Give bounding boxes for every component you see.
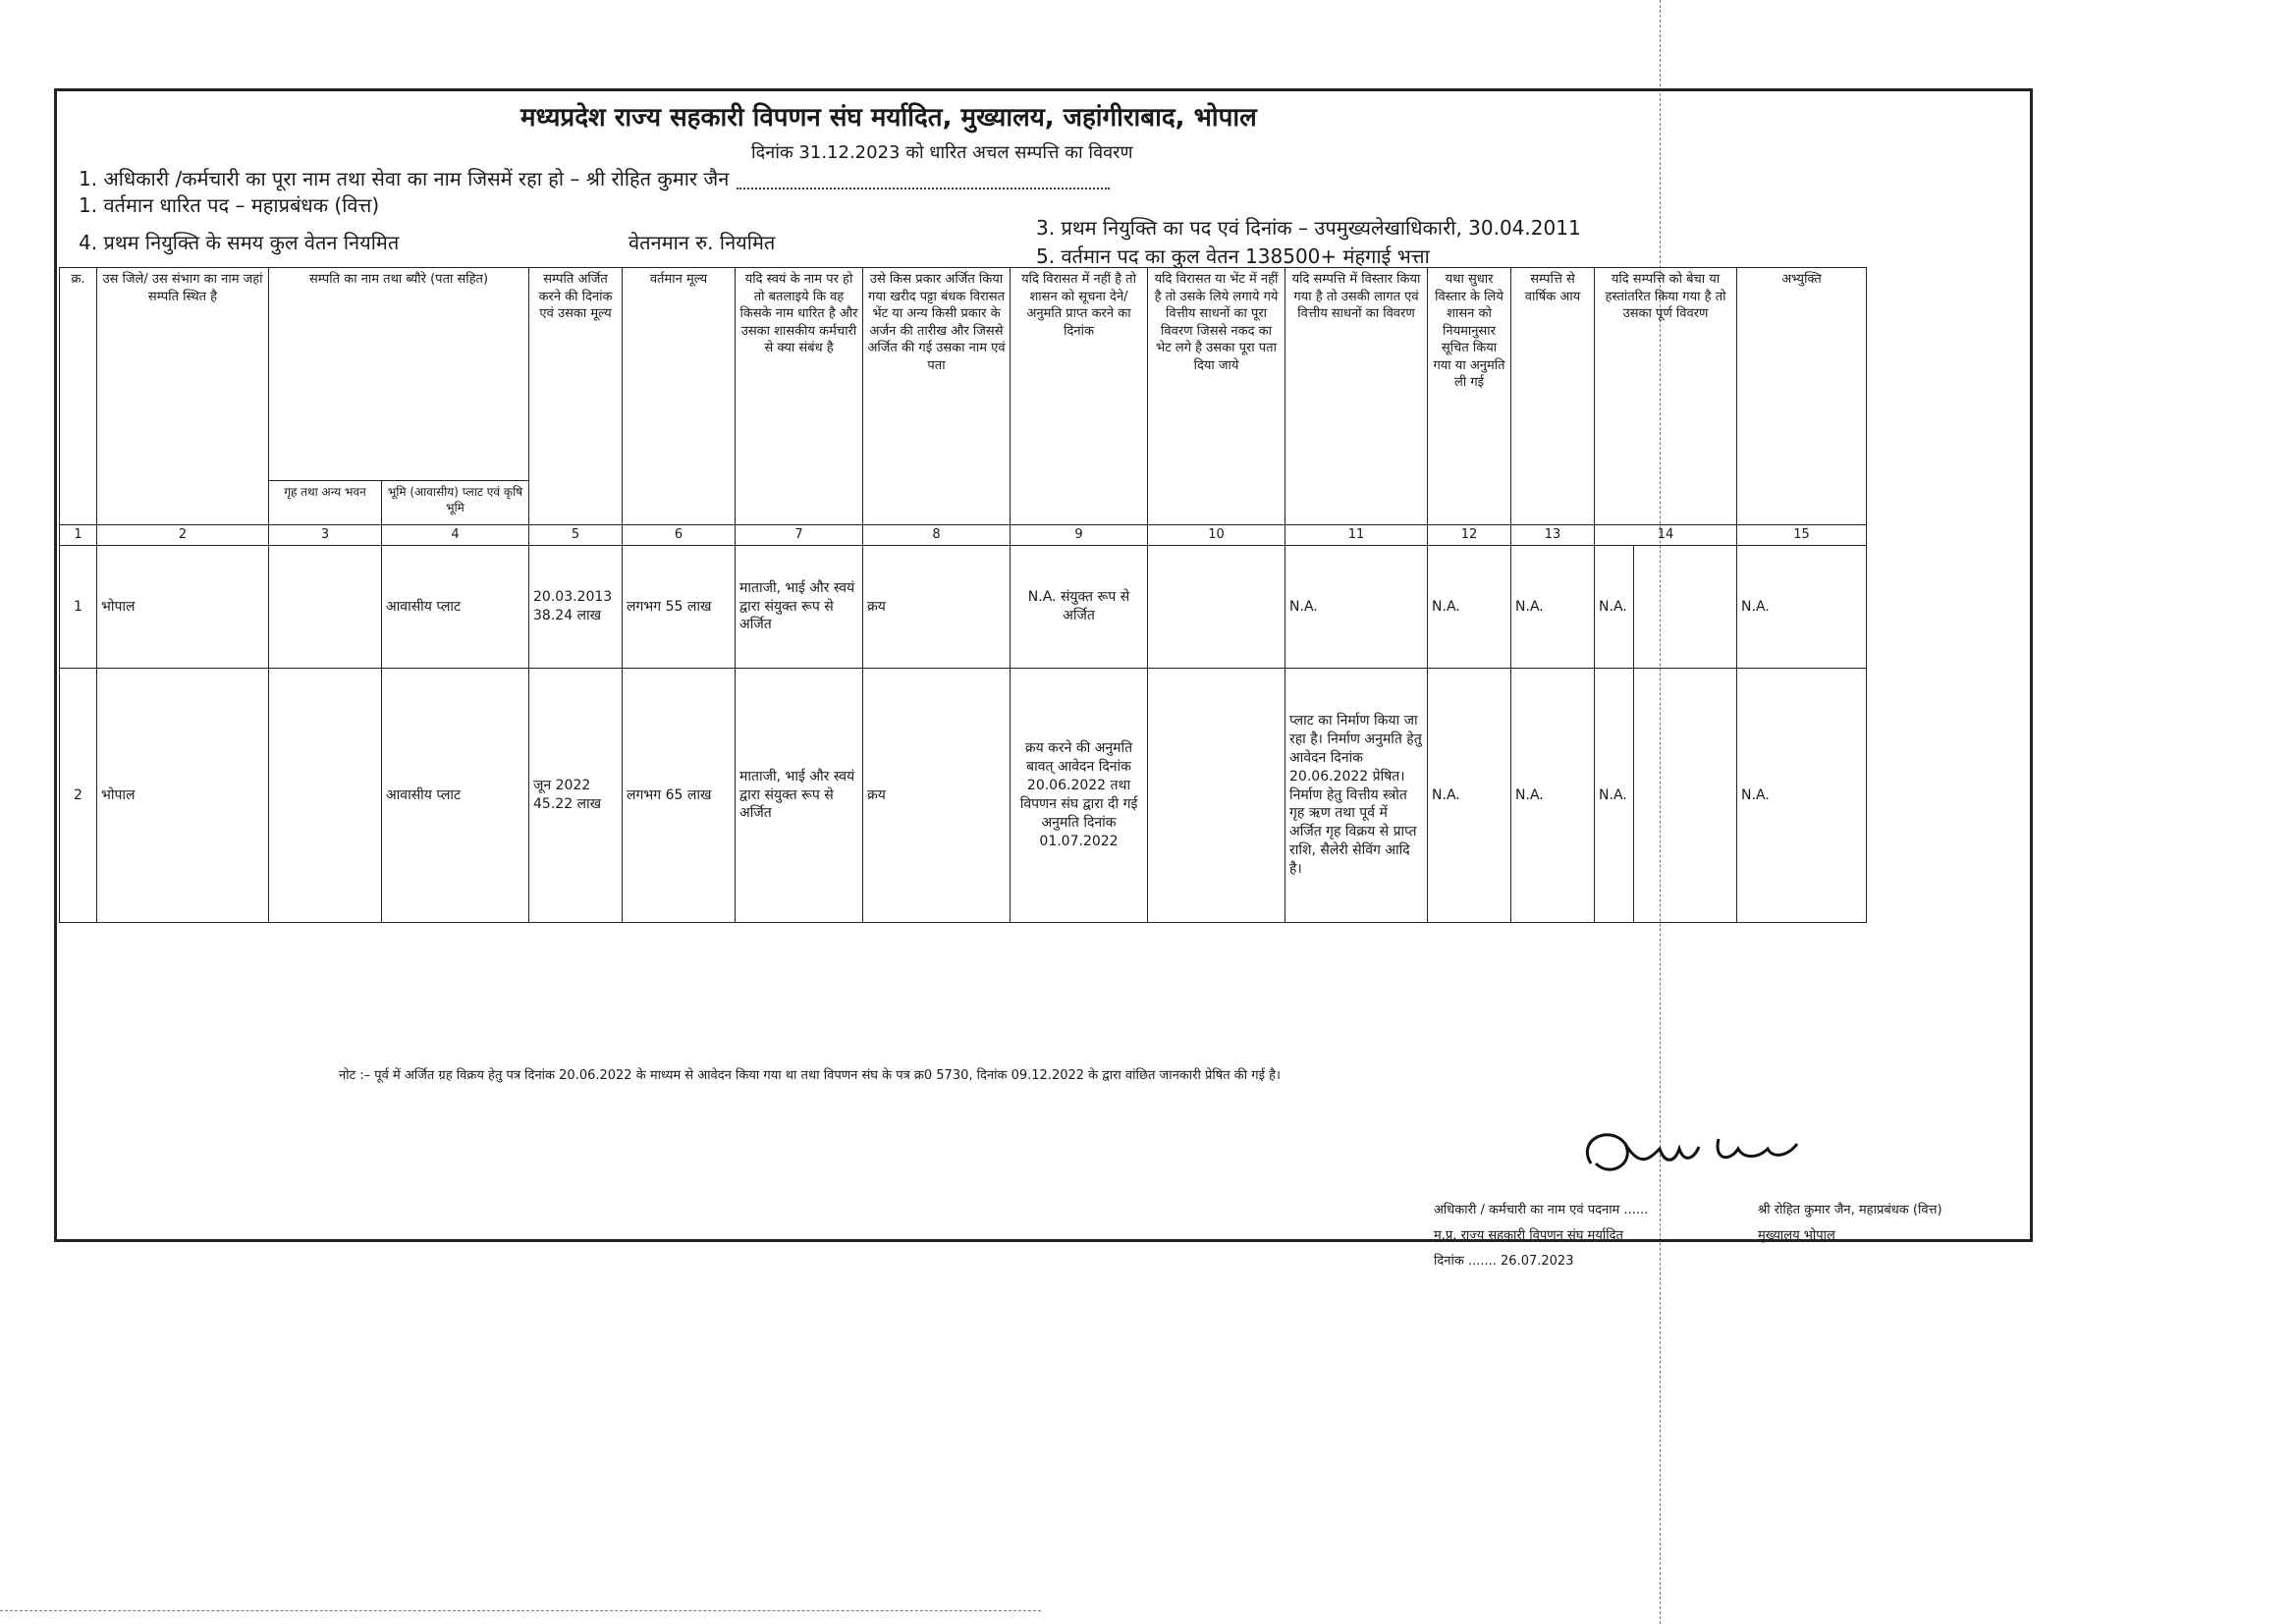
cell-sold: N.A. <box>1595 546 1634 669</box>
cell-held-by: माताजी, भाई और स्वयं द्वारा संयुक्त रूप से अर्जित <box>736 669 863 923</box>
cell-financial-sources <box>1148 546 1285 669</box>
cell-building <box>269 669 382 923</box>
column-number: 7 <box>736 525 863 546</box>
cell-district: भोपाल <box>97 669 269 923</box>
cell-current-value: लगभग 65 लाख <box>623 669 736 923</box>
current-salary-line: 5. वर्तमान पद का कुल वेतन 138500+ मंहगाई भत्ता <box>1036 244 1430 268</box>
column-number: 10 <box>1148 525 1285 546</box>
organization-label: म.प्र. राज्य सहकारी विपणन संघ मर्यादित <box>1434 1228 1623 1243</box>
cell-current-value: लगभग 55 लाख <box>623 546 736 669</box>
column-number: 11 <box>1285 525 1428 546</box>
cell-acquisition-mode: क्रय <box>863 669 1011 923</box>
property-table <box>59 267 1867 923</box>
header-serial: क्र. <box>60 268 97 525</box>
cell-land: आवासीय प्लाट <box>382 546 529 669</box>
header-financial-sources: यदि विरासत या भेंट में नहीं है तो उसके लिये लगाये गये वित्तीय साधनों का पूरा विवरण जिससे नकद का भेट लगे है उसका पूरा पता दिया जाये <box>1148 268 1285 525</box>
cell-acquired: 20.03.2013 38.24 लाख <box>529 546 623 669</box>
dotted-fill <box>737 188 1110 189</box>
column-number: 3 <box>269 525 382 546</box>
header-improvement-permission: यथा सुधार विस्तार के लिये शासन को नियमानुसार सूचित किया गया या अनुमति ली गई <box>1428 268 1511 525</box>
subheader-land: भूमि (आवासीय) प्लाट एवं कृषि भूमि <box>382 481 529 525</box>
table-row <box>60 546 1867 669</box>
footnote: नोट :– पूर्व में अर्जित ग्रह विक्रय हेतु पत्र दिनांक 20.06.2022 के माध्यम से आवेदन किया गया था तथा विपणन संघ के पत्र क्र0 5730, दिनांक 09.12.2022 के द्वारा वांछित जानकारी प्रेषित की गई है। <box>339 1068 1281 1083</box>
column-number: 5 <box>529 525 623 546</box>
cell-income: N.A. <box>1511 669 1595 923</box>
cell-income: N.A. <box>1511 546 1595 669</box>
column-number: 4 <box>382 525 529 546</box>
pay-scale-line: वेतनमान रु. नियमित <box>629 231 776 254</box>
cell-serial: 1 <box>60 546 97 669</box>
cell-serial: 2 <box>60 669 97 923</box>
cell-sold-detail <box>1634 546 1737 669</box>
signatory-name-value: श्री रोहित कुमार जैन, महाप्रबंधक (वित्त) <box>1758 1203 1942 1218</box>
header-district: उस जिले/ उस संभाग का नाम जहां सम्पति स्थित है <box>97 268 269 525</box>
header-expansion: यदि सम्पत्ति में विस्तार किया गया है तो उसकी लागत एवं वित्तीय साधनों का विवरण <box>1285 268 1428 525</box>
cell-permission-date: N.A. संयुक्त रूप से अर्जित <box>1011 546 1148 669</box>
cell-expansion: प्लाट का निर्माण किया जा रहा है। निर्माण अनुमति हेतु आवेदन दिनांक 20.06.2022 प्रेषित। निर्माण हेतु वित्तीय स्त्रोत गृह ऋण तथा पूर्व में अर्जित गृह विक्रय से प्राप्त राशि, सैलेरी सेविंग आदि है। <box>1285 669 1428 923</box>
header-sold-transferred: यदि सम्पत्ति को बेचा या हस्तांतरित किया गया है तो उसका पूर्ण विवरण <box>1595 268 1737 525</box>
header-acquisition-mode: उसे किस प्रकार अर्जित किया गया खरीद पट्टा बंधक विरासत भेंट या अन्य किसी प्रकार के अर्जन की तारीख और जिससे अर्जित की गई उसका नाम एवं पता <box>863 268 1011 525</box>
cell-sold-detail <box>1634 669 1737 923</box>
cell-acquisition-mode: क्रय <box>863 546 1011 669</box>
cell-district: भोपाल <box>97 546 269 669</box>
header-permission-date: यदि विरासत में नहीं है तो शासन को सूचना देने/अनुमति प्राप्त करने का दिनांक <box>1011 268 1148 525</box>
officer-name-line: 1. अधिकारी /कर्मचारी का पूरा नाम तथा सेवा का नाम जिसमें रहा हो – श्री रोहित कुमार जैन <box>79 165 1110 191</box>
column-number: 6 <box>623 525 736 546</box>
column-number: 15 <box>1737 525 1867 546</box>
initial-salary-line: 4. प्रथम नियुक्ति के समय कुल वेतन नियमित <box>79 231 400 254</box>
document-subtitle: दिनांक 31.12.2023 को धारित अचल सम्पत्ति का विवरण <box>751 142 1133 163</box>
subheader-building: गृह तथा अन्य भवन <box>269 481 382 525</box>
signature-image <box>1571 1119 1827 1188</box>
cell-remarks: N.A. <box>1737 669 1867 923</box>
cell-held-by: माताजी, भाई और स्वयं द्वारा संयुक्त रूप से अर्जित <box>736 546 863 669</box>
column-number: 9 <box>1011 525 1148 546</box>
header-held-by: यदि स्वयं के नाम पर हो तो बतलाइये कि वह किसके नाम धारित है और उसका शासकीय कर्मचारी से क्या संबंध है <box>736 268 863 525</box>
cell-improvement: N.A. <box>1428 669 1511 923</box>
cell-building <box>269 546 382 669</box>
cell-permission-date: क्रय करने की अनुमति बावत् आवेदन दिनांक 20.06.2022 तथा विपणन संघ द्वारा दी गई अनुमति दिनांक 01.07.2022 <box>1011 669 1148 923</box>
organization-value: मुख्यालय भोपाल <box>1758 1228 1835 1243</box>
cell-land: आवासीय प्लाट <box>382 669 529 923</box>
cell-acquired: जून 2022 45.22 लाख <box>529 669 623 923</box>
column-number: 2 <box>97 525 269 546</box>
scan-edge-line <box>0 1610 1041 1611</box>
header-annual-income: सम्पत्ति से वार्षिक आय <box>1511 268 1595 525</box>
cell-financial-sources <box>1148 669 1285 923</box>
column-number: 14 <box>1595 525 1737 546</box>
header-acquired-date-value: सम्पति अर्जित करने की दिनांक एवं उसका मूल्य <box>529 268 623 525</box>
cell-improvement: N.A. <box>1428 546 1511 669</box>
signatory-name-label: अधिकारी / कर्मचारी का नाम एवं पदनाम ...... <box>1434 1203 1649 1218</box>
column-number: 8 <box>863 525 1011 546</box>
column-number-row <box>60 525 1867 546</box>
cell-expansion: N.A. <box>1285 546 1428 669</box>
table-row <box>60 669 1867 923</box>
header-remarks: अभ्युक्ति <box>1737 268 1867 525</box>
first-appointment-line: 3. प्रथम नियुक्ति का पद एवं दिनांक – उपमुख्यलेखाधिकारी, 30.04.2011 <box>1036 216 1581 240</box>
header-property-name: सम्पति का नाम तथा ब्यौरे (पता सहित) <box>269 268 529 481</box>
cell-remarks: N.A. <box>1737 546 1867 669</box>
document-title: मध्यप्रदेश राज्य सहकारी विपणन संघ मर्यादित, मुख्यालय, जहांगीराबाद, भोपाल <box>520 103 1257 133</box>
header-current-value: वर्तमान मूल्य <box>623 268 736 525</box>
cell-sold: N.A. <box>1595 669 1634 923</box>
column-number: 12 <box>1428 525 1511 546</box>
column-number: 13 <box>1511 525 1595 546</box>
current-post-line: 1. वर्तमान धारित पद – महाप्रबंधक (वित्त) <box>79 193 380 217</box>
column-number: 1 <box>60 525 97 546</box>
signature-date: दिनांक ....... 26.07.2023 <box>1434 1254 1574 1269</box>
